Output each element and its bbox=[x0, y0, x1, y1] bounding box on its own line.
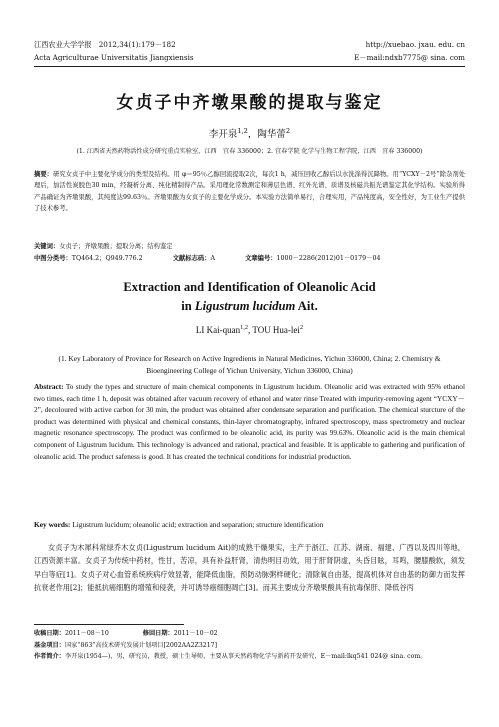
authors-en bbox=[0, 325, 499, 335]
classification-cn bbox=[34, 253, 465, 264]
author-2-en: , TOU Hua-lei bbox=[248, 325, 300, 335]
title-en-line1: Extraction and Identification of Oleanolic Acid bbox=[123, 280, 376, 294]
revised-date: 修回日期：2011－10－02 bbox=[142, 630, 218, 637]
keywords-cn-label: 关键词： bbox=[34, 243, 60, 250]
footnote-dates bbox=[34, 628, 465, 640]
author-2-cn-affil: 2 bbox=[285, 126, 291, 135]
author-1-cn: 李开泉 bbox=[208, 129, 238, 140]
journal-cn: 江西农业大学学报 2012,34(1):179－182 bbox=[34, 40, 176, 49]
title-en-line2: in Ligustrum lucidum Ait. bbox=[181, 299, 318, 313]
author-1-cn-affil: 1,2 bbox=[237, 126, 248, 135]
author-1-en-affil: 1,2 bbox=[240, 324, 249, 331]
journal-url[interactable]: http://xuebao. jxau. edu. cn bbox=[365, 40, 465, 49]
abstract-cn-label: 摘要： bbox=[34, 171, 54, 178]
abstract-en-text: To study the types and structure of main chemical components in Ligustrum lucidum. Oleanolic acid was extracted with 95% ethanol two times, each time 1 h, deposit was obtained after vacuum recovery of ethanol and water rinse Treated with impurity-removing agent “YCXY－2”, decoloured with active carbon for 30 min, the product was obtained after condensate separation and purification. The chemical sturcture of the product was determined with physical and chemical constants, thin-layer chromatography, infrared spectroscopy, mass spectrometry and nuclear magnetic resonance spectroscopy. The product was confirmed to be oleanolic acid, its purity was 99.63%. Oleanolic acid is the main chemical component of Ligustrum lucidum. This technology is advanced and rational, practical and feasible. It is applicable to gathering and purification of oleanolic acid. The product safeness is good. It has created the technical conditions for industrial production. bbox=[34, 382, 465, 461]
affiliation-en: (1. Key Laboratory of Province for Research on Active Ingredients in Natural Medicines, Yichun 336000, China; 2. Chemistry & Bioengineering College of Yichun University, Yichun 336000, China) bbox=[58, 354, 441, 375]
abstract-cn-text: 研究女贞子中主要化学成分的类型及结构。用 φ＝95％乙醇回流提取2次，每次1 h，减压回收乙醇后以水洗涤得沉降物。用“YCXY－2号”除杂剂处理后，加活性炭脱色30 min，经凝析分离、纯化精制得产品。采用理化常数测定和薄层色谱、红外光谱、质谱及核磁共振光谱鉴定其化学结构。实验所得产品确证为齐墩果酸，其纯度达99.63％。齐墩果酸为女贞子的主要化学成分。本实验方法简单易行，合理实用，产品纯度高，安全性好，为工业生产提供了技术参考。 bbox=[34, 171, 465, 213]
abstract-en-label: Abstract: bbox=[34, 382, 64, 391]
footnote-author: 作者简介：李开泉(1954—)，男，研究员，教授，硕士生导师，主要从事天然药物化学与新药开发研究，E－mail:lkq541 024@ sina. com。 bbox=[34, 653, 427, 660]
keywords-en-text: Ligustrum lucidum; oleanolic acid; extraction and separation; structure identification bbox=[72, 520, 324, 529]
author-1-en: LI Kai-quan bbox=[195, 325, 241, 335]
keywords-en-label: Key words: bbox=[34, 520, 71, 529]
clc-code: 中图分类号：TQ464.2；Q949.776.2 bbox=[34, 255, 143, 262]
header-right bbox=[354, 38, 465, 64]
species-name: Ligustrum lucidum bbox=[194, 299, 296, 313]
footnote-fund: 基金项目：国家“863”高技术研究发展计划项目[2002AA2Z3217] bbox=[34, 641, 218, 649]
received-date: 收稿日期：2011－08－10 bbox=[34, 630, 109, 637]
authors-cn bbox=[0, 126, 499, 140]
author-2-en-affil: 2 bbox=[299, 324, 304, 331]
document-code: 文献标志码：A bbox=[172, 255, 216, 262]
journal-en: Acta Agriculturae Universitatis Jiangxiensis bbox=[34, 53, 194, 62]
affiliation-cn: (1. 江西省天然药物活性成分研究重点实验室，江西 宜春 336000；2. 宜春学院 化学与生物工程学院，江西 宜春 336000) bbox=[76, 148, 423, 155]
title-cn: 女贞子中齐墩果酸的提取与鉴定 bbox=[116, 93, 383, 113]
keywords-cn-text: 女贞子；齐墩果酸；提取分离；结构鉴定 bbox=[59, 243, 173, 250]
author-2-cn: ，陶华蕾 bbox=[247, 129, 286, 140]
abstract-cn bbox=[34, 169, 465, 215]
footnotes bbox=[34, 628, 465, 663]
article-id: 文章编号：1000－2286(2012)01－0179－04 bbox=[245, 255, 381, 262]
footnote-rule bbox=[34, 624, 184, 625]
abstract-en bbox=[34, 381, 465, 462]
keywords-en bbox=[34, 519, 465, 531]
body-text-cn: 女贞子为木犀科常绿乔木女贞(Ligustrum lucidum Ait)的成熟干燥果实，主产于浙江、江苏、湖南、福建、广西以及四川等地，江西资源丰富。女贞子为传统中药材，性甘，苦凉，具有补益肝肾，清热明目功效，用于肝肾阴虚，头昏目眩，耳鸣，腰膝酸软，须发早白等症[1]。女贞子对心血管系统疾病疗效显著，能降低血脂，预防动脉粥样硬化；清除氧自由基，提高机体对自由基的防御力而发挥抗衰老作用[2]；能抵抗癌细胞的增殖和侵袭，并可诱导癌细胞凋亡[3]。而其主要成分齐墩果酸具有抗毒保肝、降低谷丙 bbox=[34, 543, 465, 593]
journal-email[interactable]: E－mail:ndxb7775@ sina. com bbox=[354, 53, 465, 62]
header-left bbox=[34, 38, 194, 64]
keywords-cn bbox=[34, 241, 465, 252]
title-en bbox=[30, 278, 469, 316]
header-rule bbox=[34, 66, 465, 67]
